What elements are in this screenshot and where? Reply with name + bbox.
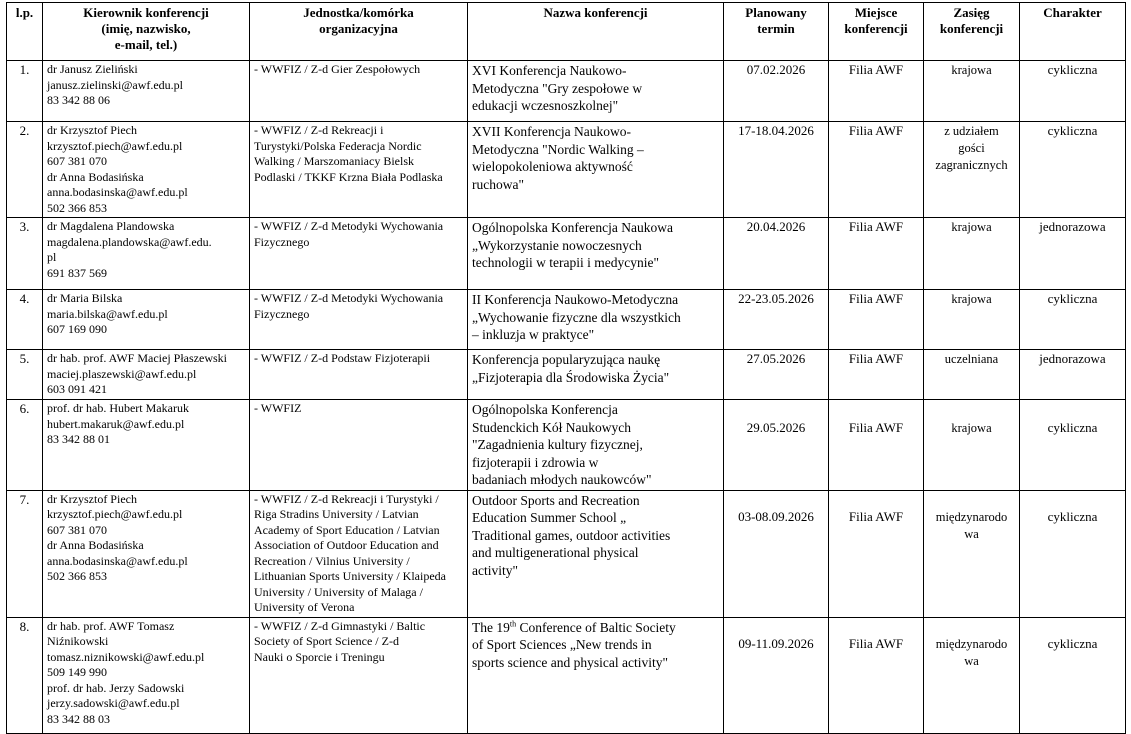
conference-head: dr Janusz Zieliński janusz.zielinski@awf.edu.pl 83 342 88 06 [43, 61, 250, 122]
organizational-unit: - WWFIZ / Z-d Gimnastyki / Baltic Society of Sport Science / Z-d Nauki o Sporcie i Treningu [250, 617, 468, 733]
organizational-unit: - WWFIZ / Z-d Podstaw Fizjoterapii [250, 350, 468, 400]
row-number: 5. [7, 350, 43, 400]
planned-date: 29.05.2026 [724, 400, 829, 491]
header-type: Charakter [1020, 3, 1126, 61]
organizational-unit: - WWFIZ / Z-d Metodyki Wychowania Fizycznego [250, 290, 468, 350]
conference-scope: uczelniana [924, 350, 1020, 400]
conference-type: cykliczna [1020, 61, 1126, 122]
conference-scope: krajowa [924, 290, 1020, 350]
conference-place: Filia AWF [829, 218, 924, 290]
conference-place: Filia AWF [829, 617, 924, 733]
header-head: Kierownik konferencji (imię, nazwisko, e-mail, tel.) [43, 3, 250, 61]
conference-head: dr Krzysztof Piech krzysztof.piech@awf.edu.pl 607 381 070 dr Anna Bodasińska anna.bodasinska@awf.edu.pl 502 366 853 [43, 122, 250, 218]
table-row [7, 400, 1126, 491]
header-place: Miejsce konferencji [829, 3, 924, 61]
conference-name: II Konferencja Naukowo-Metodyczna „Wychowanie fizyczne dla wszystkich – inkluzja w praktyce" [468, 290, 724, 350]
conference-type: cykliczna [1020, 400, 1126, 491]
row-number: 8. [7, 617, 43, 733]
row-number: 7. [7, 490, 43, 617]
table-row [7, 290, 1126, 350]
header-row [7, 3, 1126, 61]
conference-place: Filia AWF [829, 290, 924, 350]
conference-name: XVI Konferencja Naukowo- Metodyczna "Gry zespołowe w edukacji wczesnoszkolnej" [468, 61, 724, 122]
conference-place: Filia AWF [829, 400, 924, 491]
conference-scope: z udziałem gości zagranicznych [924, 122, 1020, 218]
conference-name: Outdoor Sports and Recreation Education Summer School „ Traditional games, outdoor activities and multigenerational physical activity" [468, 490, 724, 617]
planned-date: 03-08.09.2026 [724, 490, 829, 617]
header-name: Nazwa konferencji [468, 3, 724, 61]
conference-type: cykliczna [1020, 617, 1126, 733]
planned-date: 07.02.2026 [724, 61, 829, 122]
table-row [7, 218, 1126, 290]
conference-name: XVII Konferencja Naukowo- Metodyczna "Nordic Walking – wielopokoleniowa aktywność ruchowa" [468, 122, 724, 218]
row-number: 3. [7, 218, 43, 290]
organizational-unit: - WWFIZ / Z-d Rekreacji i Turystyki/Polska Federacja Nordic Walking / Marszomaniacy Bielsk Podlaski / TKKF Krzna Biała Podlaska [250, 122, 468, 218]
conference-scope: krajowa [924, 61, 1020, 122]
table-row [7, 617, 1126, 733]
conference-type: jednorazowa [1020, 350, 1126, 400]
conference-scope: krajowa [924, 400, 1020, 491]
row-number: 2. [7, 122, 43, 218]
conference-place: Filia AWF [829, 490, 924, 617]
conference-scope: krajowa [924, 218, 1020, 290]
organizational-unit: - WWFIZ / Z-d Rekreacji i Turystyki / Riga Stradins University / Latvian Academy of Sport Education / Latvian Association of Outdoor Education and Recreation / Vilnius University / Lithuanian Sports University / Klaipeda University / University of Malaga / University of Verona [250, 490, 468, 617]
conference-type: cykliczna [1020, 490, 1126, 617]
conference-name: Ogólnopolska Konferencja Studenckich Kół Naukowych "Zagadnienia kultury fizycznej, fizjoterapii i zdrowia w badaniach młodych naukowców" [468, 400, 724, 491]
planned-date: 17-18.04.2026 [724, 122, 829, 218]
conference-name: Ogólnopolska Konferencja Naukowa „Wykorzystanie nowoczesnych technologii w terapii i medycynie" [468, 218, 724, 290]
conference-name: Konferencja popularyzująca naukę „Fizjoterapia dla Środowiska Życia" [468, 350, 724, 400]
table-row [7, 122, 1126, 218]
planned-date: 22-23.05.2026 [724, 290, 829, 350]
conference-head: dr Magdalena Plandowska magdalena.plandowska@awf.edu. pl 691 837 569 [43, 218, 250, 290]
organizational-unit: - WWFIZ / Z-d Metodyki Wychowania Fizycznego [250, 218, 468, 290]
conference-name: The 19th Conference of Baltic Society of Sport Sciences „New trends in sports science and physical activity" [468, 617, 724, 733]
planned-date: 27.05.2026 [724, 350, 829, 400]
conference-place: Filia AWF [829, 350, 924, 400]
header-scope: Zasięg konferencji [924, 3, 1020, 61]
organizational-unit: - WWFIZ [250, 400, 468, 491]
conference-head: prof. dr hab. Hubert Makaruk hubert.makaruk@awf.edu.pl 83 342 88 01 [43, 400, 250, 491]
table-row [7, 490, 1126, 617]
conference-type: jednorazowa [1020, 218, 1126, 290]
row-number: 6. [7, 400, 43, 491]
header-unit: Jednostka/komórka organizacyjna [250, 3, 468, 61]
row-number: 4. [7, 290, 43, 350]
conference-scope: międzynarodo wa [924, 490, 1020, 617]
conference-head: dr Maria Bilska maria.bilska@awf.edu.pl 607 169 090 [43, 290, 250, 350]
planned-date: 20.04.2026 [724, 218, 829, 290]
planned-date: 09-11.09.2026 [724, 617, 829, 733]
table-row [7, 350, 1126, 400]
conference-head: dr hab. prof. AWF Maciej Płaszewski maciej.plaszewski@awf.edu.pl 603 091 421 [43, 350, 250, 400]
organizational-unit: - WWFIZ / Z-d Gier Zespołowych [250, 61, 468, 122]
conference-scope: międzynarodo wa [924, 617, 1020, 733]
table-row [7, 61, 1126, 122]
conference-place: Filia AWF [829, 61, 924, 122]
conference-type: cykliczna [1020, 290, 1126, 350]
conference-head: dr Krzysztof Piech krzysztof.piech@awf.edu.pl 607 381 070 dr Anna Bodasińska anna.bodasinska@awf.edu.pl 502 366 853 [43, 490, 250, 617]
conference-type: cykliczna [1020, 122, 1126, 218]
conference-place: Filia AWF [829, 122, 924, 218]
conference-table [6, 2, 1126, 734]
header-lp: l.p. [7, 3, 43, 61]
conference-head: dr hab. prof. AWF Tomasz Niźnikowski tomasz.niznikowski@awf.edu.pl 509 149 990 prof. dr hab. Jerzy Sadowski jerzy.sadowski@awf.edu.pl 83 342 88 03 [43, 617, 250, 733]
row-number: 1. [7, 61, 43, 122]
header-date: Planowany termin [724, 3, 829, 61]
